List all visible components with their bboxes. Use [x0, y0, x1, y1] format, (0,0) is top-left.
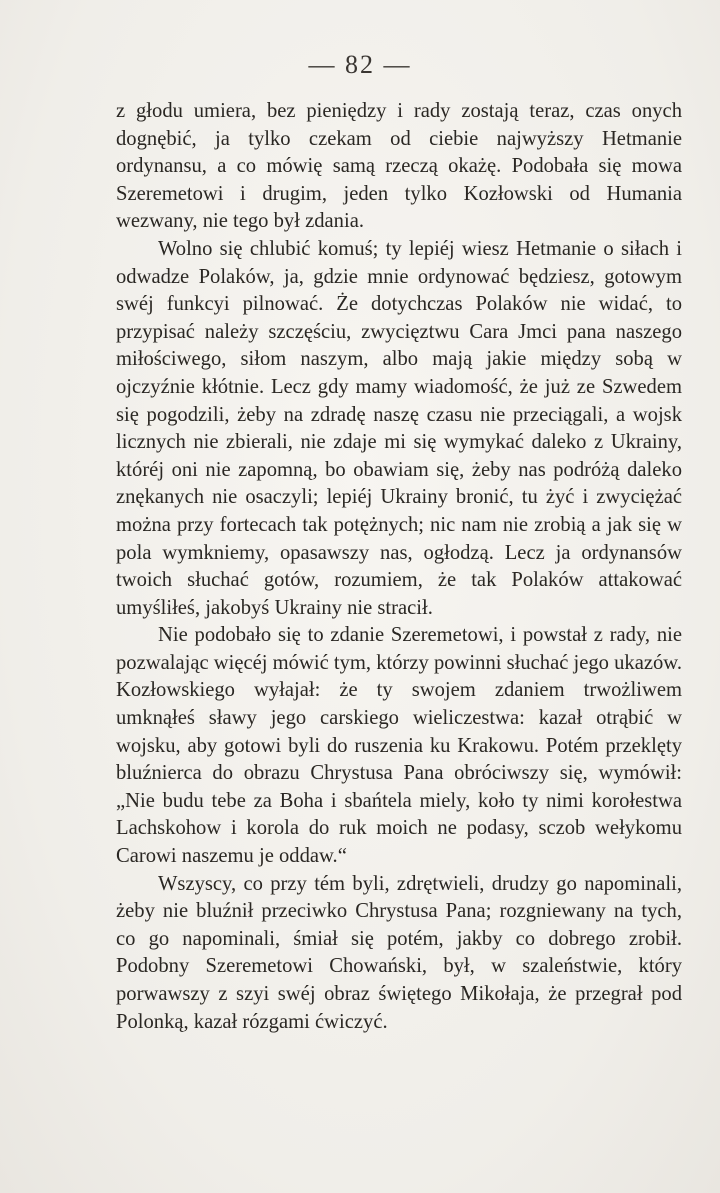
paragraph-2: Wolno się chlubić komuś; ty lepiéj wiesz Hetmanie o siłach i odwadze Polaków, ja, gdzie mnie ordynować będziesz, gotowym swéj funkcyi pilnować. Że dotychczas Polaków nie widać, to przypisać należy szczęściu, zwycięztwu Cara Jmci pana naszego miłościwego, siłom naszym, albo mają jakie między sobą w ojczyźnie kłótnie. Lecz gdy mamy wiadomość, że już ze Szwedem się pogodzili, żeby na zdradę naszę czasu nie przeciągali, a wojsk licznych nie zbierali, nie zdaje mi się wymykać daleko z Ukrainy, któréj oni nie zapomną, bo obawiam się, żeby nas podróżą daleko znękanych nie osaczyli; lepiéj Ukrainy bronić, tu żyć i zwyciężać można przy fortecach tak potężnych; nic nam nie zrobią a jak się w pola wymkniemy, opasawszy nas, ogłodzą. Lecz ja ordynansów twoich słuchać gotów, rozumiem, że tak Polaków attakować umyśliłeś, jakobyś Ukrainy nie stracił.: [116, 237, 682, 619]
page-number: — 82 —: [308, 50, 412, 79]
paragraph-1: z głodu umiera, bez pieniędzy i rady zostają teraz, czas onych dognębić, ja tylko czekam od ciebie najwyższy Hetmanie ordynansu, a co mówię samą rzeczą okażę. Podobała się mowa Szeremetowi i drugim, jeden tylko Kozłowski od Humania wezwany, nie tego był zdania.: [116, 100, 682, 233]
page-body-text: [116, 98, 682, 1036]
paragraph-4: Wszyscy, co przy tém byli, zdrętwieli, drudzy go napominali, żeby nie bluźnił przeciwko Chrystusa Pana; rozgniewany na tych, co go napominali, śmiał się potém, jakby co dobrego zrobił. Podobny Szeremetowi Chowański, był, w szaleństwie, który porwawszy z szyi swéj obraz świętego Mikołaja, że przegrał pod Polonką, kazał rózgami ćwiczyć.: [116, 872, 682, 1033]
paragraph-3: Nie podobało się to zdanie Szeremetowi, i powstał z rady, nie pozwalając więcéj mówić tym, którzy powinni słuchać jego ukazów. Kozłowskiego wyłajał: że ty swojem zdaniem trwożliwem umknąłeś sławy jego carskiego wieliczestwa: kazał otrąbić w wojsku, aby gotowi byli do ruszenia ku Krakowu. Potém przeklęty bluźnierca do obrazu Chrystusa Pana obróciwszy się, wymówił: „Nie budu tebe za Boha i sbańtela miely, koło ty nimi korołestwa Lachskohow i korola do ruk moich ne podasy, sczob wełykomu Carowi naszemu je oddaw.“: [116, 624, 682, 868]
